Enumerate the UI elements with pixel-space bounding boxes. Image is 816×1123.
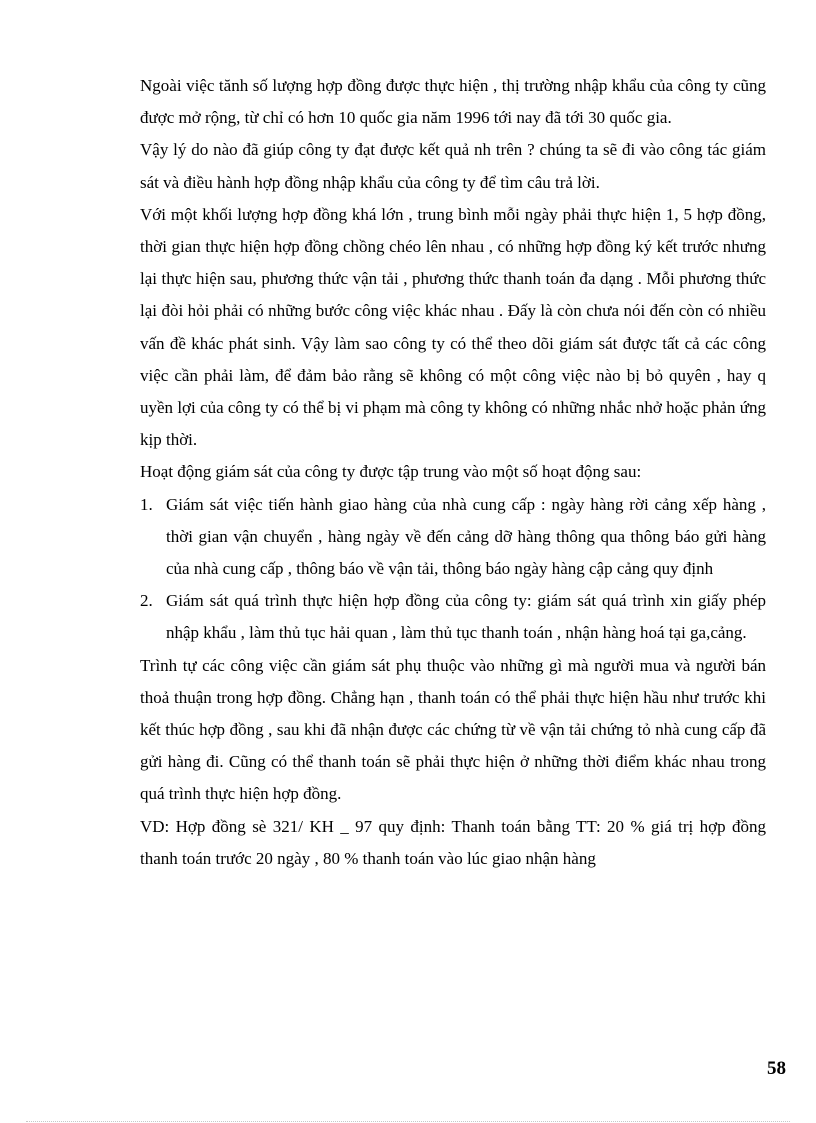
- paragraph-market-expansion: Ngoài việc tănh số lượng hợp đồng được thực hiện , thị trường nhập khẩu của công ty cũng được mở rộng, từ chỉ có hơn 10 quốc gia năm 1996 tới nay đã tới 30 quốc gia.: [140, 76, 766, 128]
- paragraph-reason-question: Vậy lý do nào đã giúp công ty đạt được kết quả nh trên ? chúng ta sẽ đi vào công tác giám sát và điều hành hợp đồng nhập khẩu của công ty để tìm câu trả lời.: [140, 140, 766, 192]
- page-bottom-divider: [26, 1121, 790, 1122]
- list-item-delivery-monitoring: [140, 489, 766, 586]
- paragraph-monitoring-sequence: Trình tự các công việc cần giám sát phụ thuộc vào những gì mà người mua và người bán thoả thuận trong hợp đồng. Chẳng hạn , thanh toán có thể phải thực hiện hầu như trước khi kết thúc hợp đồng , sau khi đã nhận được các chứng từ về vận tải chứng tỏ nhà cung cấp đã gửi hàng đi. Cũng có thể thanh toán sẽ phải thực hiện ở những thời điểm khác nhau trong quá trình thực hiện hợp đồng.: [140, 655, 766, 804]
- document-body: [140, 70, 766, 875]
- list-item-number: 1.: [140, 494, 153, 514]
- list-item-contract-monitoring: [140, 585, 766, 649]
- page-number: 58: [767, 1058, 786, 1079]
- paragraph-contract-volume: Với một khối lượng hợp đồng khá lớn , trung bình mỗi ngày phải thực hiện 1, 5 hợp đồng, thời gian thực hiện hợp đồng chồng chéo lên nhau , có những hợp đồng ký kết trước nhưng lại thực hiện sau, phương thức vận tải , phương thức thanh toán đa dạng . Mỗi phương thức lại đòi hỏi phải có những bước công việc khác nhau . Đấy là còn chưa nói đến còn có nhiều vấn đề khác phát sinh. Vậy làm sao công ty có thể theo dõi giám sát được tất cả các công việc cần phải làm, để đảm bảo rằng sẽ không có một công việc nào bị bỏ quyên , hay q uyền lợi của công ty có thể bị vi phạm mà công ty không có những nhắc nhở hoặc phản ứng kịp thời.: [140, 204, 766, 450]
- list-item-text: Giám sát việc tiến hành giao hàng của nhà cung cấp : ngày hàng rời cảng xếp hàng , thời gian vận chuyển , hàng ngày về đến cảng dỡ hàng thông qua thông báo gửi hàng của nhà cung cấp , thông báo về vận tải, thông báo ngày hàng cập cảng quy định: [166, 494, 766, 579]
- list-item-text: Giám sát quá trình thực hiện hợp đồng của công ty: giám sát quá trình xin giấy phép nhập khẩu , làm thủ tục hải quan , làm thủ tục thanh toán , nhận hàng hoá tại ga,cảng.: [166, 591, 766, 643]
- list-item-number: 2.: [140, 591, 153, 611]
- paragraph-monitoring-intro: Hoạt động giám sát của công ty được tập trung vào một số hoạt động sau:: [140, 462, 642, 482]
- paragraph-example-contract: VD: Hợp đồng sè 321/ KH _ 97 quy định: Thanh toán bằng TT: 20 % giá trị hợp đồng thanh toán trước 20 ngày , 80 % thanh toán vào lúc giao nhận hàng: [140, 816, 766, 868]
